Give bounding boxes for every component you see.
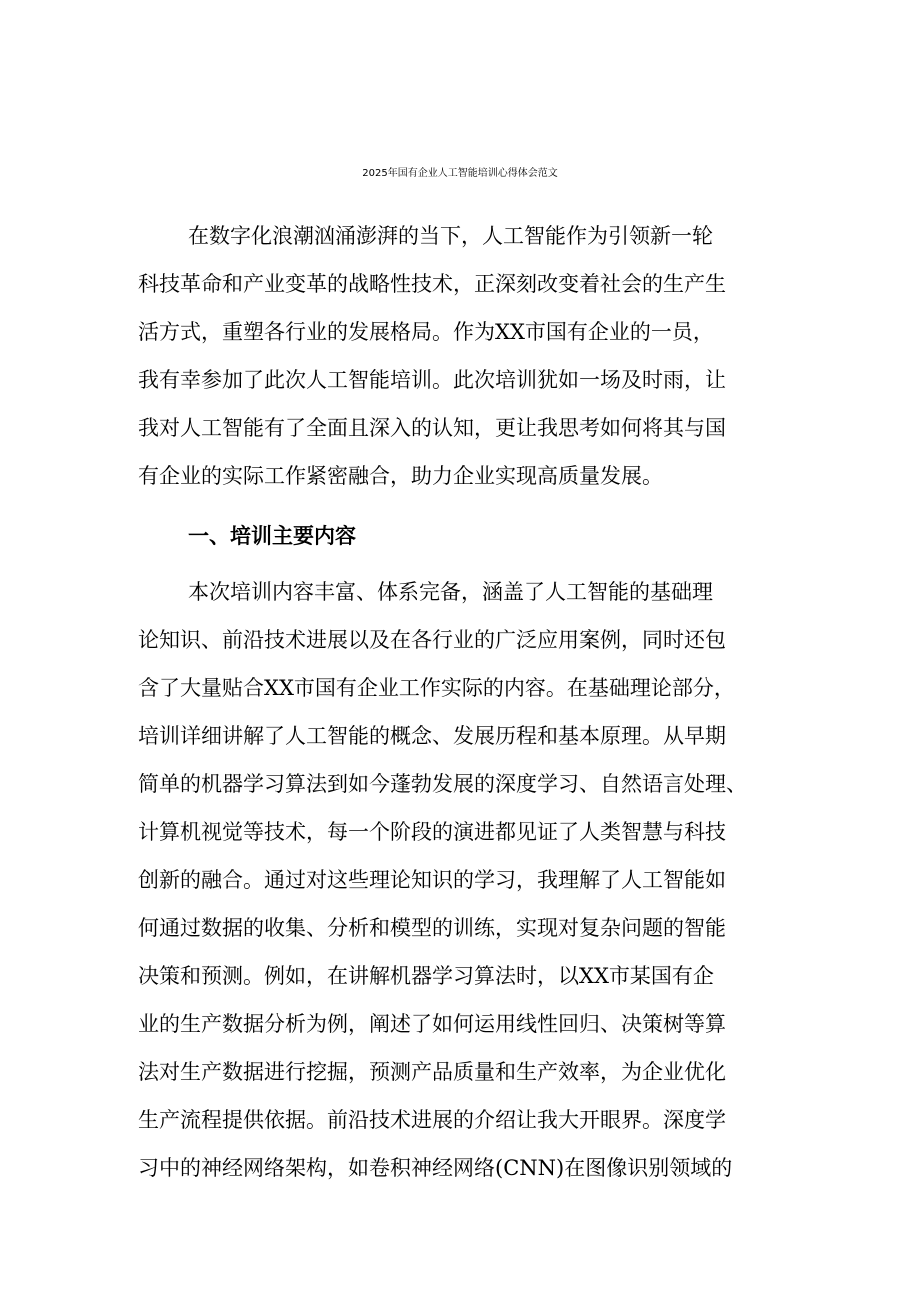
document-title: 2025年国有企业人工智能培训心得体会范文 [362, 168, 558, 179]
body-line: 本次培训内容丰富、体系完备，涵盖了人工智能的基础理 [188, 580, 713, 604]
intro-line: 有企业的实际工作紧密融合，助力企业实现高质量发展。 [138, 464, 663, 488]
body-line: 计算机视觉等技术，每一个阶段的演进都见证了人类智慧与科技 [138, 820, 726, 844]
intro-line: 我有幸参加了此次人工智能培训。此次培训犹如一场及时雨，让 [138, 368, 726, 392]
intro-line: 我对人工智能有了全面且深入的认知，更让我思考如何将其与国 [138, 416, 726, 440]
body-line: 论知识、前沿技术进展以及在各行业的广泛应用案例，同时还包 [138, 628, 726, 652]
section-heading: 一、培训主要内容 [188, 524, 356, 548]
body-line: 生产流程提供依据。前沿技术进展的介绍让我大开眼界。深度学 [138, 1108, 726, 1132]
intro-line: 在数字化浪潮汹涌澎湃的当下，人工智能作为引领新一轮 [188, 224, 713, 248]
body-line: 含了大量贴合XX市国有企业工作实际的内容。在基础理论部分， [138, 676, 735, 700]
intro-line: 科技革命和产业变革的战略性技术，正深刻改变着社会的生产生 [138, 272, 726, 296]
body-line: 业的生产数据分析为例，阐述了如何运用线性回归、决策树等算 [138, 1012, 726, 1036]
body-line: 创新的融合。通过对这些理论知识的学习，我理解了人工智能如 [138, 868, 726, 892]
body-line: 法对生产数据进行挖掘，预测产品质量和生产效率，为企业优化 [138, 1060, 726, 1084]
intro-line: 活方式，重塑各行业的发展格局。作为XX市国有企业的一员， [138, 320, 714, 344]
body-line: 何通过数据的收集、分析和模型的训练，实现对复杂问题的智能 [138, 916, 726, 940]
body-line: 简单的机器学习算法到如今蓬勃发展的深度学习、自然语言处理、 [138, 772, 747, 796]
body-line: 培训详细讲解了人工智能的概念、发展历程和基本原理。从早期 [138, 724, 726, 748]
body-line: 决策和预测。例如，在讲解机器学习算法时，以XX市某国有企 [138, 964, 714, 988]
body-line: 习中的神经网络架构，如卷积神经网络(CNN)在图像识别领域的 [138, 1156, 733, 1180]
